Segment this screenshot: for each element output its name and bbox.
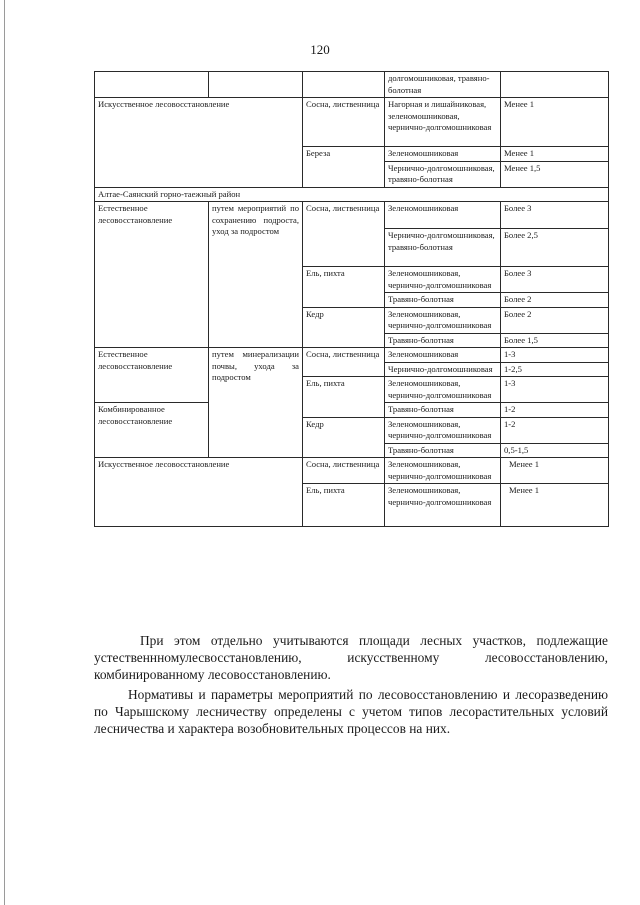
table-cell: Зеленомошниковая (385, 202, 501, 229)
table-cell: Травяно-болотная (385, 443, 501, 458)
table-cell: Ель, пихта (303, 484, 385, 527)
table-row (95, 72, 609, 98)
table-cell: Более 1,5 (501, 333, 609, 348)
table-cell: Травяно-болотная (385, 403, 501, 418)
table-cell: Более 3 (501, 267, 609, 293)
table-cell: Более 2 (501, 293, 609, 308)
table-row (95, 458, 609, 484)
table-cell: Кедр (303, 307, 385, 348)
table-cell: Ель, пихта (303, 267, 385, 308)
table-row (95, 202, 609, 229)
table-cell: Сосна, лиственница (303, 458, 385, 484)
page-edge-line (4, 0, 5, 905)
table-cell: Чернично-долгомошниковая (385, 362, 501, 377)
page-number: 120 (310, 42, 330, 57)
table-row (95, 348, 609, 363)
table-cell: 1-2 (501, 403, 609, 418)
table-cell: Травяно-болотная (385, 293, 501, 308)
table-cell: Зеленомошниковая, чернично-долгомошниковая (385, 267, 501, 293)
table-cell: Чернично-долгомошниковая, травяно-болотная (385, 229, 501, 267)
table-cell: Зеленомошниковая, чернично-долгомошниковая (385, 377, 501, 403)
table-cell: Зеленомошниковая, чернично-долгомошниковая (385, 417, 501, 443)
table-cell: Сосна, лиственница (303, 98, 385, 147)
paragraph-norms-note: Нормативы и параметры мероприятий по лесовосстановлению и лесоразведению по Чарышскому лесничеству определены с учетом типов лесорастительных условий лесничества и характера возобновительных процессов на них. (94, 687, 608, 736)
table-cell: Сосна, лиственница (303, 202, 385, 267)
table-cell: Более 3 (501, 202, 609, 229)
table-cell: Нагорная и лишайниковая, зеленомошниковая, чернично-долгомошниковая (385, 98, 501, 147)
region-header: Алтае-Саянский горно-таежный район (95, 187, 609, 202)
table-cell: Кедр (303, 417, 385, 458)
table-cell: Менее 1 (501, 484, 609, 527)
table-cell (209, 72, 303, 98)
table-cell: Естественное лесовосстановление (95, 348, 209, 403)
table-cell: 0,5-1,5 (501, 443, 609, 458)
table-cell: 1-3 (501, 348, 609, 363)
table-cell: Зеленомошниковая, чернично-долгомошниковая (385, 307, 501, 333)
table-cell (303, 72, 385, 98)
table-cell: долгомошниковая, травяно-болотная (385, 72, 501, 98)
table-cell: Менее 1 (501, 458, 609, 484)
table-cell: 1-3 (501, 377, 609, 403)
table-cell: Естественное лесовосстановление (95, 202, 209, 348)
table-row (95, 98, 609, 147)
table-cell: Сосна, лиственница (303, 348, 385, 377)
table-cell: Более 2,5 (501, 229, 609, 267)
table-cell: Береза (303, 147, 385, 188)
table-cell: Комбинированное лесовосстановление (95, 403, 209, 458)
table-cell: Травяно-болотная (385, 333, 501, 348)
table-cell: Более 2 (501, 307, 609, 333)
table-cell (95, 72, 209, 98)
table-cell: Менее 1 (501, 147, 609, 162)
table-cell: путем минерализации почвы, ухода за подростом (209, 348, 303, 458)
table-row (95, 187, 609, 202)
table-cell: Искусственное лесовосстановление (95, 458, 303, 527)
table-cell: Менее 1,5 (501, 161, 609, 187)
table-cell (501, 72, 609, 98)
table-cell: Менее 1 (501, 98, 609, 147)
table-cell: Искусственное лесовосстановление (95, 98, 303, 188)
table-cell: Чернично-долгомошниковая, травяно-болотная (385, 161, 501, 187)
table-cell: 1-2,5 (501, 362, 609, 377)
table-cell: Зеленомошниковая (385, 348, 501, 363)
table-cell: путем мероприятий по сохранению подроста, уход за подростом (209, 202, 303, 348)
table-cell: Зеленомошниковая, чернично-долгомошниковая (385, 458, 501, 484)
paragraph-areas-note: При этом отдельно учитываются площади лесных участков, подлежащие устественнномулесвосстановлению, искусственному лесовосстановлению, комбинированному лесовосстановлению. (94, 633, 608, 682)
forest-regeneration-table (94, 71, 609, 527)
table-cell: Ель, пихта (303, 377, 385, 418)
table-cell: 1-2 (501, 417, 609, 443)
table-cell: Зеленомошниковая (385, 147, 501, 162)
table-cell: Зеленомошниковая, чернично-долгомошниковая (385, 484, 501, 527)
